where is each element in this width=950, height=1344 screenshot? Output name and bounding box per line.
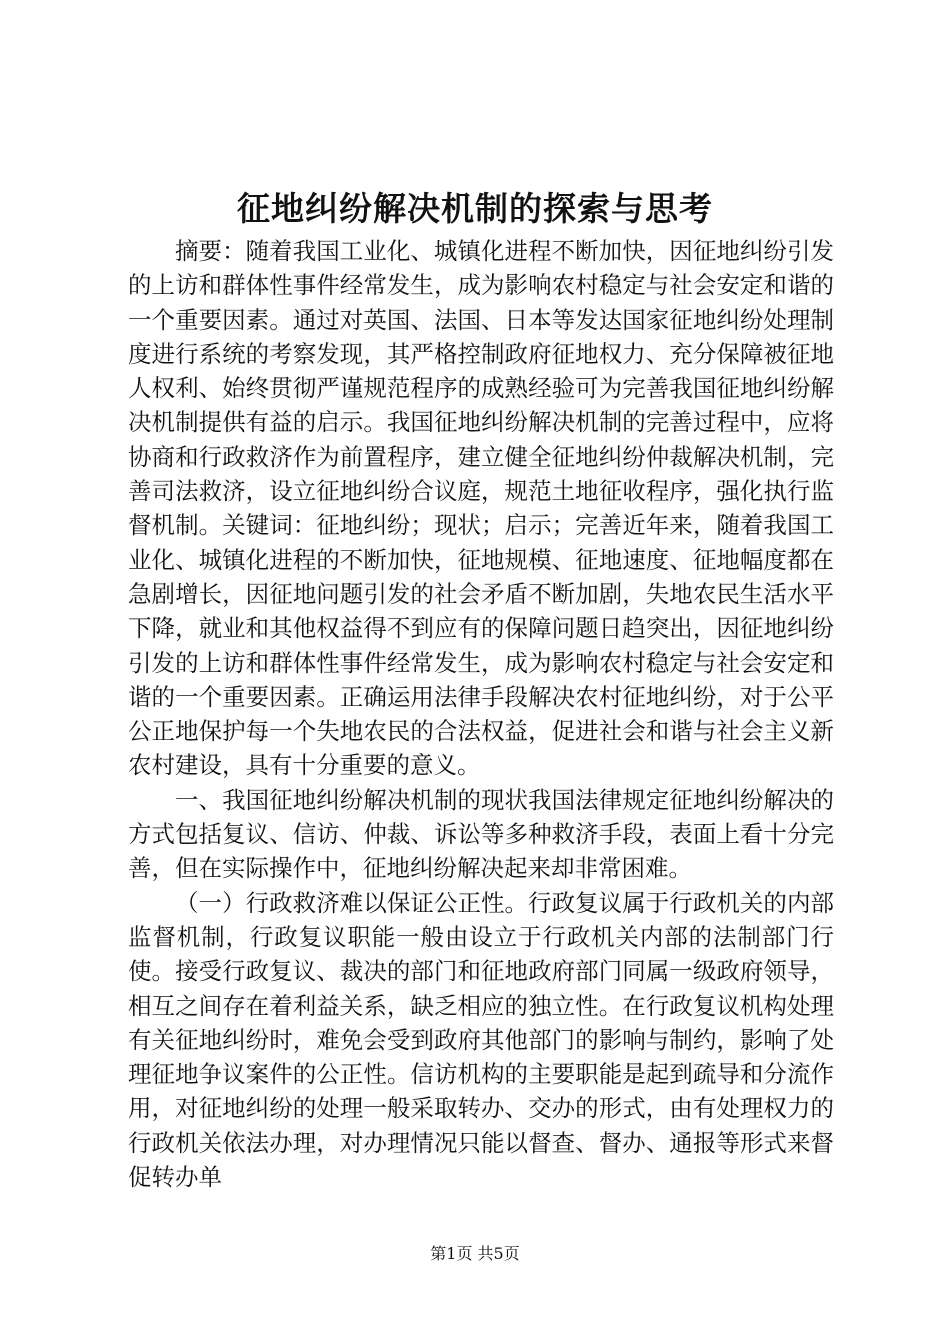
- page-number-footer: 第1页 共5页: [430, 1244, 520, 1263]
- document-title: 征地纠纷解决机制的探索与思考: [237, 189, 713, 228]
- document-body: [128, 234, 834, 1194]
- section-one-paragraph: 一、我国征地纠纷解决机制的现状我国法律规定征地纠纷解决的方式包括复议、信访、仲裁、诉讼等多种救济手段，表面上看十分完善，但在实际操作中，征地纠纷解决起来却非常困难。: [128, 785, 834, 883]
- abstract-paragraph: 摘要：随着我国工业化、城镇化进程不断加快，因征地纠纷引发的上访和群体性事件经常发生，成为影响农村稳定与社会安定和谐的一个重要因素。通过对英国、法国、日本等发达国家征地纠纷处理制度进行系统的考察发现，其严格控制政府征地权力、充分保障被征地人权利、始终贯彻严谨规范程序的成熟经验可为完善我国征地纠纷解决机制提供有益的启示。我国征地纠纷解决机制的完善过程中，应将协商和行政救济作为前置程序，建立健全征地纠纷仲裁解决机制，完善司法救济，设立征地纠纷合议庭，规范土地征收程序，强化执行监督机制。关键词：征地纠纷；现状；启示；完善近年来，随着我国工业化、城镇化进程的不断加快，征地规模、征地速度、征地幅度都在急剧增长，因征地问题引发的社会矛盾不断加剧，失地农民生活水平下降，就业和其他权益得不到应有的保障问题日趋突出，因征地纠纷引发的上访和群体性事件经常发生，成为影响农村稳定与社会安定和谐的一个重要因素。正确运用法律手段解决农村征地纠纷，对于公平公正地保护每一个失地农民的合法权益，促进社会和谐与社会主义新农村建设，具有十分重要的意义。: [128, 237, 834, 780]
- subsection-one-paragraph: （一）行政救济难以保证公正性。行政复议属于行政机关的内部监督机制，行政复议职能一般由设立于行政机关内部的法制部门行使。接受行政复议、裁决的部门和征地政府部门同属一级政府领导，相互之间存在着利益关系，缺乏相应的独立性。在行政复议机构处理有关征地纠纷时，难免会受到政府其他部门的影响与制约，影响了处理征地争议案件的公正性。信访机构的主要职能是起到疏导和分流作用，对征地纠纷的处理一般采取转办、交办的形式，由有处理权力的行政机关依法办理，对办理情况只能以督查、督办、通报等形式来督促转办单: [128, 888, 834, 1192]
